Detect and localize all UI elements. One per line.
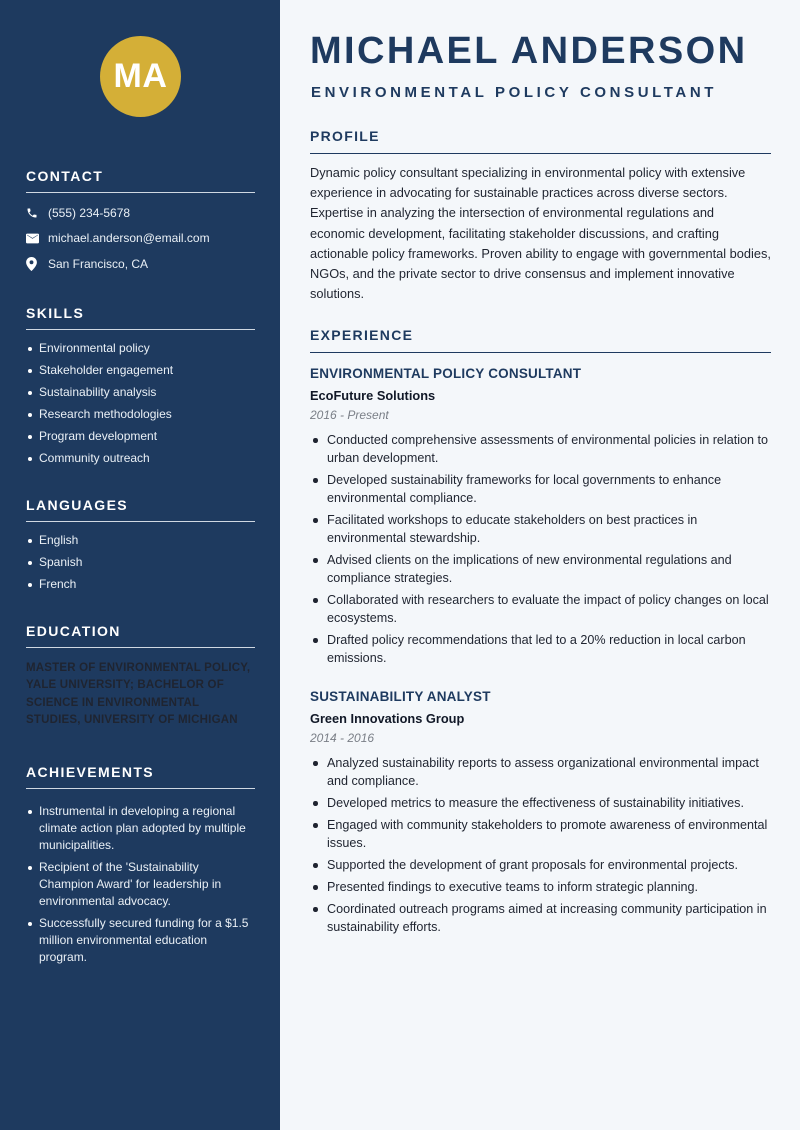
skills-list xyxy=(26,340,255,467)
location-pin-icon xyxy=(26,257,48,271)
job-title: ENVIRONMENTAL POLICY CONSULTANT xyxy=(310,366,582,381)
job-company: EcoFuture Solutions xyxy=(310,388,436,403)
language-item: Spanish xyxy=(26,554,255,571)
languages-section xyxy=(26,497,255,598)
contact-section xyxy=(26,168,255,277)
job-company: Green Innovations Group xyxy=(310,711,465,726)
contact-location xyxy=(26,251,255,277)
experience-heading: EXPERIENCE xyxy=(310,327,771,353)
job-entry xyxy=(310,689,772,940)
job-dates: 2016 - Present xyxy=(310,408,389,422)
skill-item: Research methodologies xyxy=(26,406,255,423)
skill-item: Sustainability analysis xyxy=(26,384,255,401)
job-bullet: Presented findings to executive teams to inform strategic planning. xyxy=(310,878,772,896)
achievement-item: Successfully secured funding for a $1.5 million environmental education program. xyxy=(26,915,255,966)
contact-email-text: michael.anderson@email.com xyxy=(48,231,210,246)
job-bullets xyxy=(310,431,772,667)
job-bullet: Analyzed sustainability reports to assess organizational environmental impact and compliance. xyxy=(310,754,772,790)
languages-list xyxy=(26,532,255,593)
job-bullet: Drafted policy recommendations that led to a 20% reduction in local carbon emissions. xyxy=(310,631,772,667)
job-bullets xyxy=(310,754,772,936)
skills-section xyxy=(26,305,255,472)
education-text: MASTER OF ENVIRONMENTAL POLICY, YALE UNIVERSITY; BACHELOR OF SCIENCE IN ENVIRONMENTAL STUDIES, UNIVERSITY OF MICHIGAN xyxy=(26,662,251,726)
achievements-heading: ACHIEVEMENTS xyxy=(26,764,255,789)
profile-heading: PROFILE xyxy=(310,128,771,154)
languages-heading: LANGUAGES xyxy=(26,497,255,522)
skills-heading: SKILLS xyxy=(26,305,255,330)
candidate-name: MICHAEL ANDERSON xyxy=(310,30,748,72)
skill-item: Program development xyxy=(26,428,255,445)
job-bullet: Developed sustainability frameworks for local governments to enhance environmental compliance. xyxy=(310,471,772,507)
language-item: English xyxy=(26,532,255,549)
contact-email[interactable] xyxy=(26,226,255,252)
job-bullet: Developed metrics to measure the effectiveness of sustainability initiatives. xyxy=(310,794,772,812)
contact-heading: CONTACT xyxy=(26,168,255,193)
achievements-section xyxy=(26,764,255,971)
education-section xyxy=(26,623,255,729)
job-entry xyxy=(310,366,772,671)
job-bullet: Supported the development of grant proposals for environmental projects. xyxy=(310,856,772,874)
candidate-title: ENVIRONMENTAL POLICY CONSULTANT xyxy=(311,84,718,101)
phone-icon xyxy=(26,207,48,219)
job-bullet: Facilitated workshops to educate stakeholders on best practices in environmental stewardship. xyxy=(310,511,772,547)
skill-item: Stakeholder engagement xyxy=(26,362,255,379)
skill-item: Environmental policy xyxy=(26,340,255,357)
skill-item: Community outreach xyxy=(26,450,255,467)
education-heading: EDUCATION xyxy=(26,623,255,648)
avatar: MA xyxy=(100,36,181,117)
achievement-item: Recipient of the 'Sustainability Champion Award' for leadership in environmental advocacy. xyxy=(26,859,255,910)
email-icon xyxy=(26,233,48,244)
job-bullet: Collaborated with researchers to evaluate the impact of policy changes on local ecosystems. xyxy=(310,591,772,627)
contact-location-text: San Francisco, CA xyxy=(48,256,149,271)
language-item: French xyxy=(26,576,255,593)
job-bullet: Engaged with community stakeholders to promote awareness of environmental issues. xyxy=(310,816,772,852)
job-bullet: Advised clients on the implications of new environmental regulations and compliance strategies. xyxy=(310,551,772,587)
contact-phone-text: (555) 234-5678 xyxy=(48,205,131,220)
job-bullet: Coordinated outreach programs aimed at increasing community participation in sustainability efforts. xyxy=(310,900,772,936)
job-dates: 2014 - 2016 xyxy=(310,731,375,745)
job-bullet: Conducted comprehensive assessments of environmental policies in relation to urban development. xyxy=(310,431,772,467)
job-title: SUSTAINABILITY ANALYST xyxy=(310,689,491,704)
contact-phone[interactable] xyxy=(26,200,255,226)
achievements-list xyxy=(26,803,255,966)
profile-text: Dynamic policy consultant specializing in environmental policy with extensive experience in advocating for sustainable practices across diverse sectors. Expertise in analyzing the intersection of environmental regulations and economic development, facilitating stakeholder discussions, and crafting actionable policy frameworks. Proven ability to engage with governmental bodies, NGOs, and the private sector to drive consensus and implement innovative solutions. xyxy=(310,165,771,302)
achievement-item: Instrumental in developing a regional climate action plan adopted by multiple municipalities. xyxy=(26,803,255,854)
